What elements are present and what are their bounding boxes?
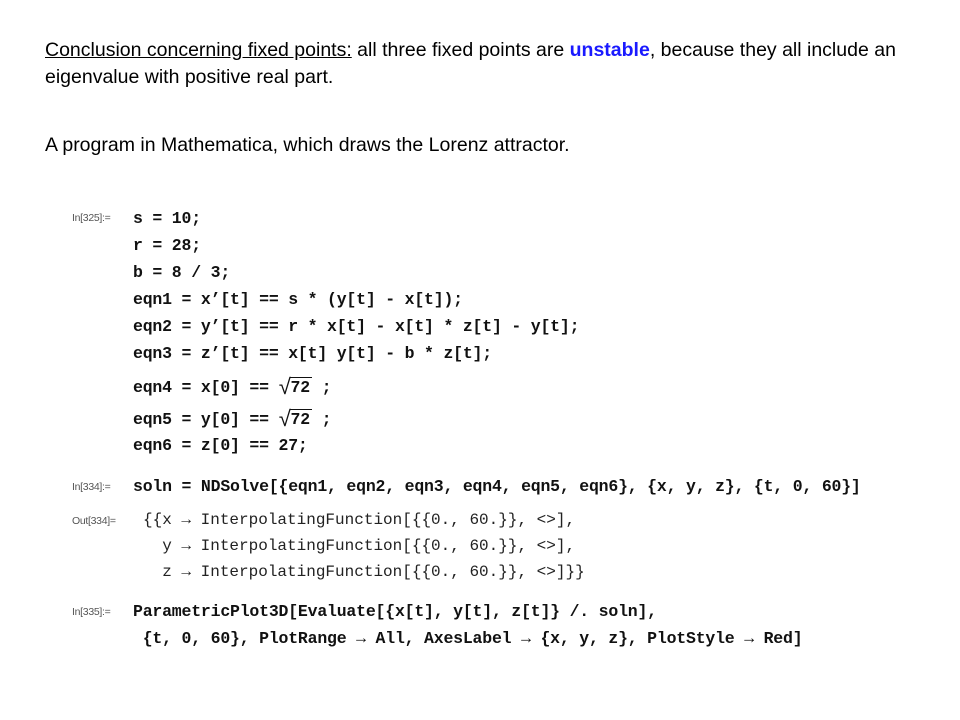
code-line-eqn6[interactable]: eqn6 = z[0] == 27;	[133, 436, 308, 455]
eqn5-prefix: eqn5 = y[0] ==	[133, 410, 279, 429]
code-line-b[interactable]: b = 8 / 3;	[133, 263, 231, 282]
eqn5-radicand: 72	[290, 410, 310, 429]
unstable-highlight: unstable	[569, 39, 650, 61]
eqn5-suffix: ;	[311, 410, 332, 429]
eqn4-radicand: 72	[290, 378, 310, 397]
output-line-x: {{x → InterpolatingFunction[{{0., 60.}}, <>],	[143, 511, 576, 529]
conclusion-label: Conclusion concerning fixed points:	[45, 39, 352, 61]
conclusion-text-after: , because they all include an eigenvalue with positive real part.	[45, 39, 896, 88]
sqrt-symbol: √72	[278, 376, 310, 401]
code-line-ndsolve[interactable]: soln = NDSolve[{eqn1, eqn2, eqn3, eqn4, eqn5, eqn6}, {x, y, z}, {t, 0, 60}]	[133, 477, 861, 496]
sqrt-symbol: √72	[278, 408, 310, 433]
code-line-plot2[interactable]: {t, 0, 60}, PlotRange → All, AxesLabel → {x, y, z}, PlotStyle → Red]	[133, 629, 803, 648]
code-line-eqn3[interactable]: eqn3 = z’[t] == x[t] y[t] - b * z[t];	[133, 344, 492, 363]
output-line-z: z → InterpolatingFunction[{{0., 60.}}, <>]}}	[143, 563, 585, 581]
in325-label: In[325]:=	[72, 212, 111, 224]
code-line-eqn5[interactable]	[133, 406, 331, 431]
code-line-eqn4[interactable]	[133, 374, 331, 399]
code-line-eqn2[interactable]: eqn2 = y’[t] == r * x[t] - x[t] * z[t] - y[t];	[133, 317, 580, 336]
eqn4-suffix: ;	[311, 378, 332, 397]
eqn4-prefix: eqn4 = x[0] ==	[133, 378, 279, 397]
code-line-eqn1[interactable]: eqn1 = x’[t] == s * (y[t] - x[t]);	[133, 290, 463, 309]
program-description: A program in Mathematica, which draws the Lorenz attractor.	[45, 134, 570, 156]
conclusion-text-before: all three fixed points are	[351, 39, 570, 61]
code-line-plot1[interactable]: ParametricPlot3D[Evaluate[{x[t], y[t], z[t]} /. soln],	[133, 602, 657, 621]
out334-label: Out[334]=	[72, 515, 116, 527]
code-line-s[interactable]: s = 10;	[133, 209, 201, 228]
output-line-y: y → InterpolatingFunction[{{0., 60.}}, <>],	[143, 537, 576, 555]
in334-label: In[334]:=	[72, 481, 111, 493]
in335-label: In[335]:=	[72, 606, 111, 618]
code-line-r[interactable]: r = 28;	[133, 236, 201, 255]
